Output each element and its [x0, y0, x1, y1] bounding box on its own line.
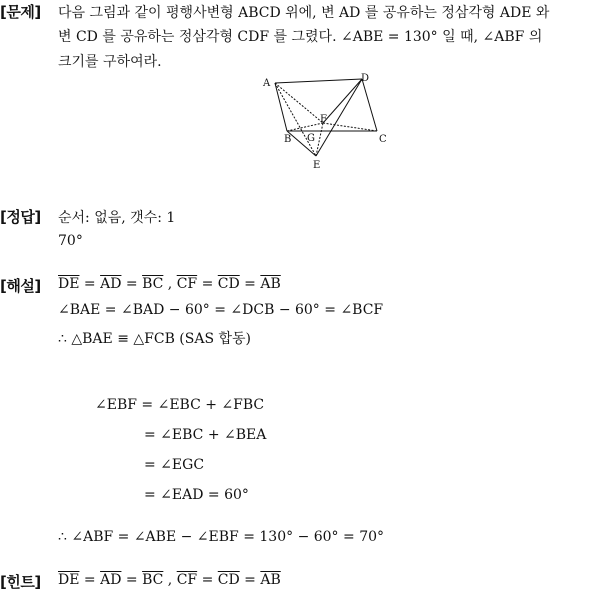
label-a: A [263, 78, 271, 89]
hint-tag: [힌트] [0, 573, 41, 591]
label-c: C [379, 134, 387, 145]
solution-eq-1: ∠EBF = ∠EBC + ∠FBC [95, 397, 265, 413]
solution-congruence: ∴ △BAE ≡ △FCB (SAS 합동) [58, 331, 252, 347]
problem-line-1: 다음 그림과 같이 평행사변형 ABCD 위에, 변 AD 를 공유하는 정삼각형 ADE 와 [58, 5, 550, 21]
problem-line-3: 크기를 구하여라. [58, 54, 162, 70]
solution-eq-2: = ∠EBC + ∠BEA [144, 427, 267, 443]
solution-angle-line: ∠BAE = ∠BAD − 60° = ∠DCB − 60° = ∠BCF [58, 302, 384, 318]
solution-segment-equalities: $\overline{DE} = \overline{AD} = \overline{BC}$ , $\overline{CF} = \overline{CD} = \overline{AB}$ [58, 276, 281, 292]
answer-value: 70° [58, 233, 83, 249]
label-g: G [307, 133, 315, 144]
label-d: D [361, 73, 370, 84]
hint-segment-equalities: $\overline{DE} = \overline{AD} = \overline{BC}$ , $\overline{CF} = \overline{CD} = \overline{AB}$ [58, 572, 281, 588]
solution-conclusion: ∴ ∠ABF = ∠ABE − ∠EBF = 130° − 60° = 70° [58, 529, 385, 545]
solution-eq-3: = ∠EGC [144, 457, 205, 473]
parallelogram-figure [255, 68, 395, 174]
problem-line-2: 변 CD 를 공유하는 정삼각형 CDF 를 그렸다. ∠ABE = 130° 일 때, ∠ABF 의 [58, 29, 543, 45]
label-b: B [284, 134, 292, 145]
answer-tag: [정답] [0, 208, 41, 226]
solution-eq-4: = ∠EAD = 60° [144, 487, 249, 503]
answer-order: 순서: 없음, 갯수: 1 [58, 210, 176, 226]
label-e: E [313, 160, 321, 171]
label-f: F [320, 114, 327, 125]
solution-tag: [해설] [0, 277, 41, 295]
problem-tag: [문제] [0, 3, 41, 21]
